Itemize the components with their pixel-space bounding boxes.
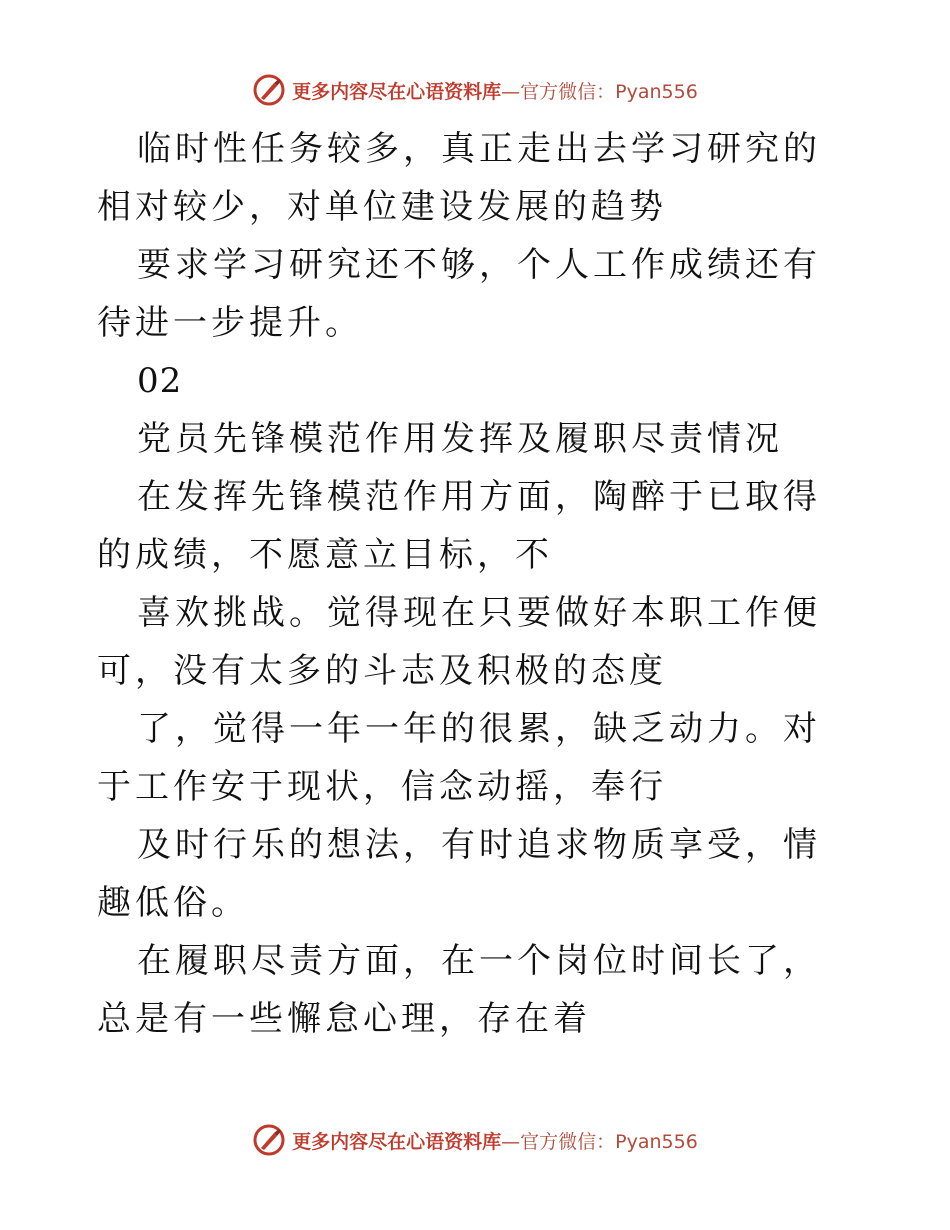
section-number: 02	[137, 361, 183, 401]
paragraph: 喜欢挑战。觉得现在只要做好本职工作便可，没有太多的斗志及积极的态度	[97, 593, 821, 691]
pen-logo-icon	[252, 1123, 286, 1157]
paragraph: 临时性任务较多，真正走出去学习研究的相对较少，对单位建设发展的趋势	[97, 129, 821, 227]
pen-logo-icon	[252, 73, 286, 107]
paragraph: 在履职尽责方面，在一个岗位时间长了，总是有一些懈怠心理，存在着	[97, 941, 821, 1039]
footer-banner	[0, 1120, 950, 1160]
paragraph: 及时行乐的想法，有时追求物质享受，情趣低俗。	[97, 825, 821, 923]
footer-contact-text: 官方微信：Pyan556	[520, 1130, 698, 1153]
header-brand-text: 更多内容尽在心语资料库	[292, 80, 502, 103]
footer-dash: —	[501, 1130, 521, 1153]
header-banner-text	[292, 77, 698, 104]
header-contact-text: 官方微信：Pyan556	[520, 80, 698, 103]
paragraph: 了，觉得一年一年的很累，缺乏动力。对于工作安于现状，信念动摇，奉行	[97, 709, 821, 807]
footer-brand-text: 更多内容尽在心语资料库	[292, 1130, 502, 1153]
paragraph: 要求学习研究还不够，个人工作成绩还有待进一步提升。	[97, 245, 821, 343]
header-banner	[0, 70, 950, 110]
section-heading: 党员先锋模范作用发挥及履职尽责情况	[137, 419, 783, 459]
header-dash: —	[501, 80, 521, 103]
paragraph: 在发挥先锋模范作用方面，陶醉于已取得的成绩，不愿意立目标，不	[97, 477, 821, 575]
footer-banner-text	[292, 1127, 698, 1154]
document-body	[97, 120, 857, 1048]
